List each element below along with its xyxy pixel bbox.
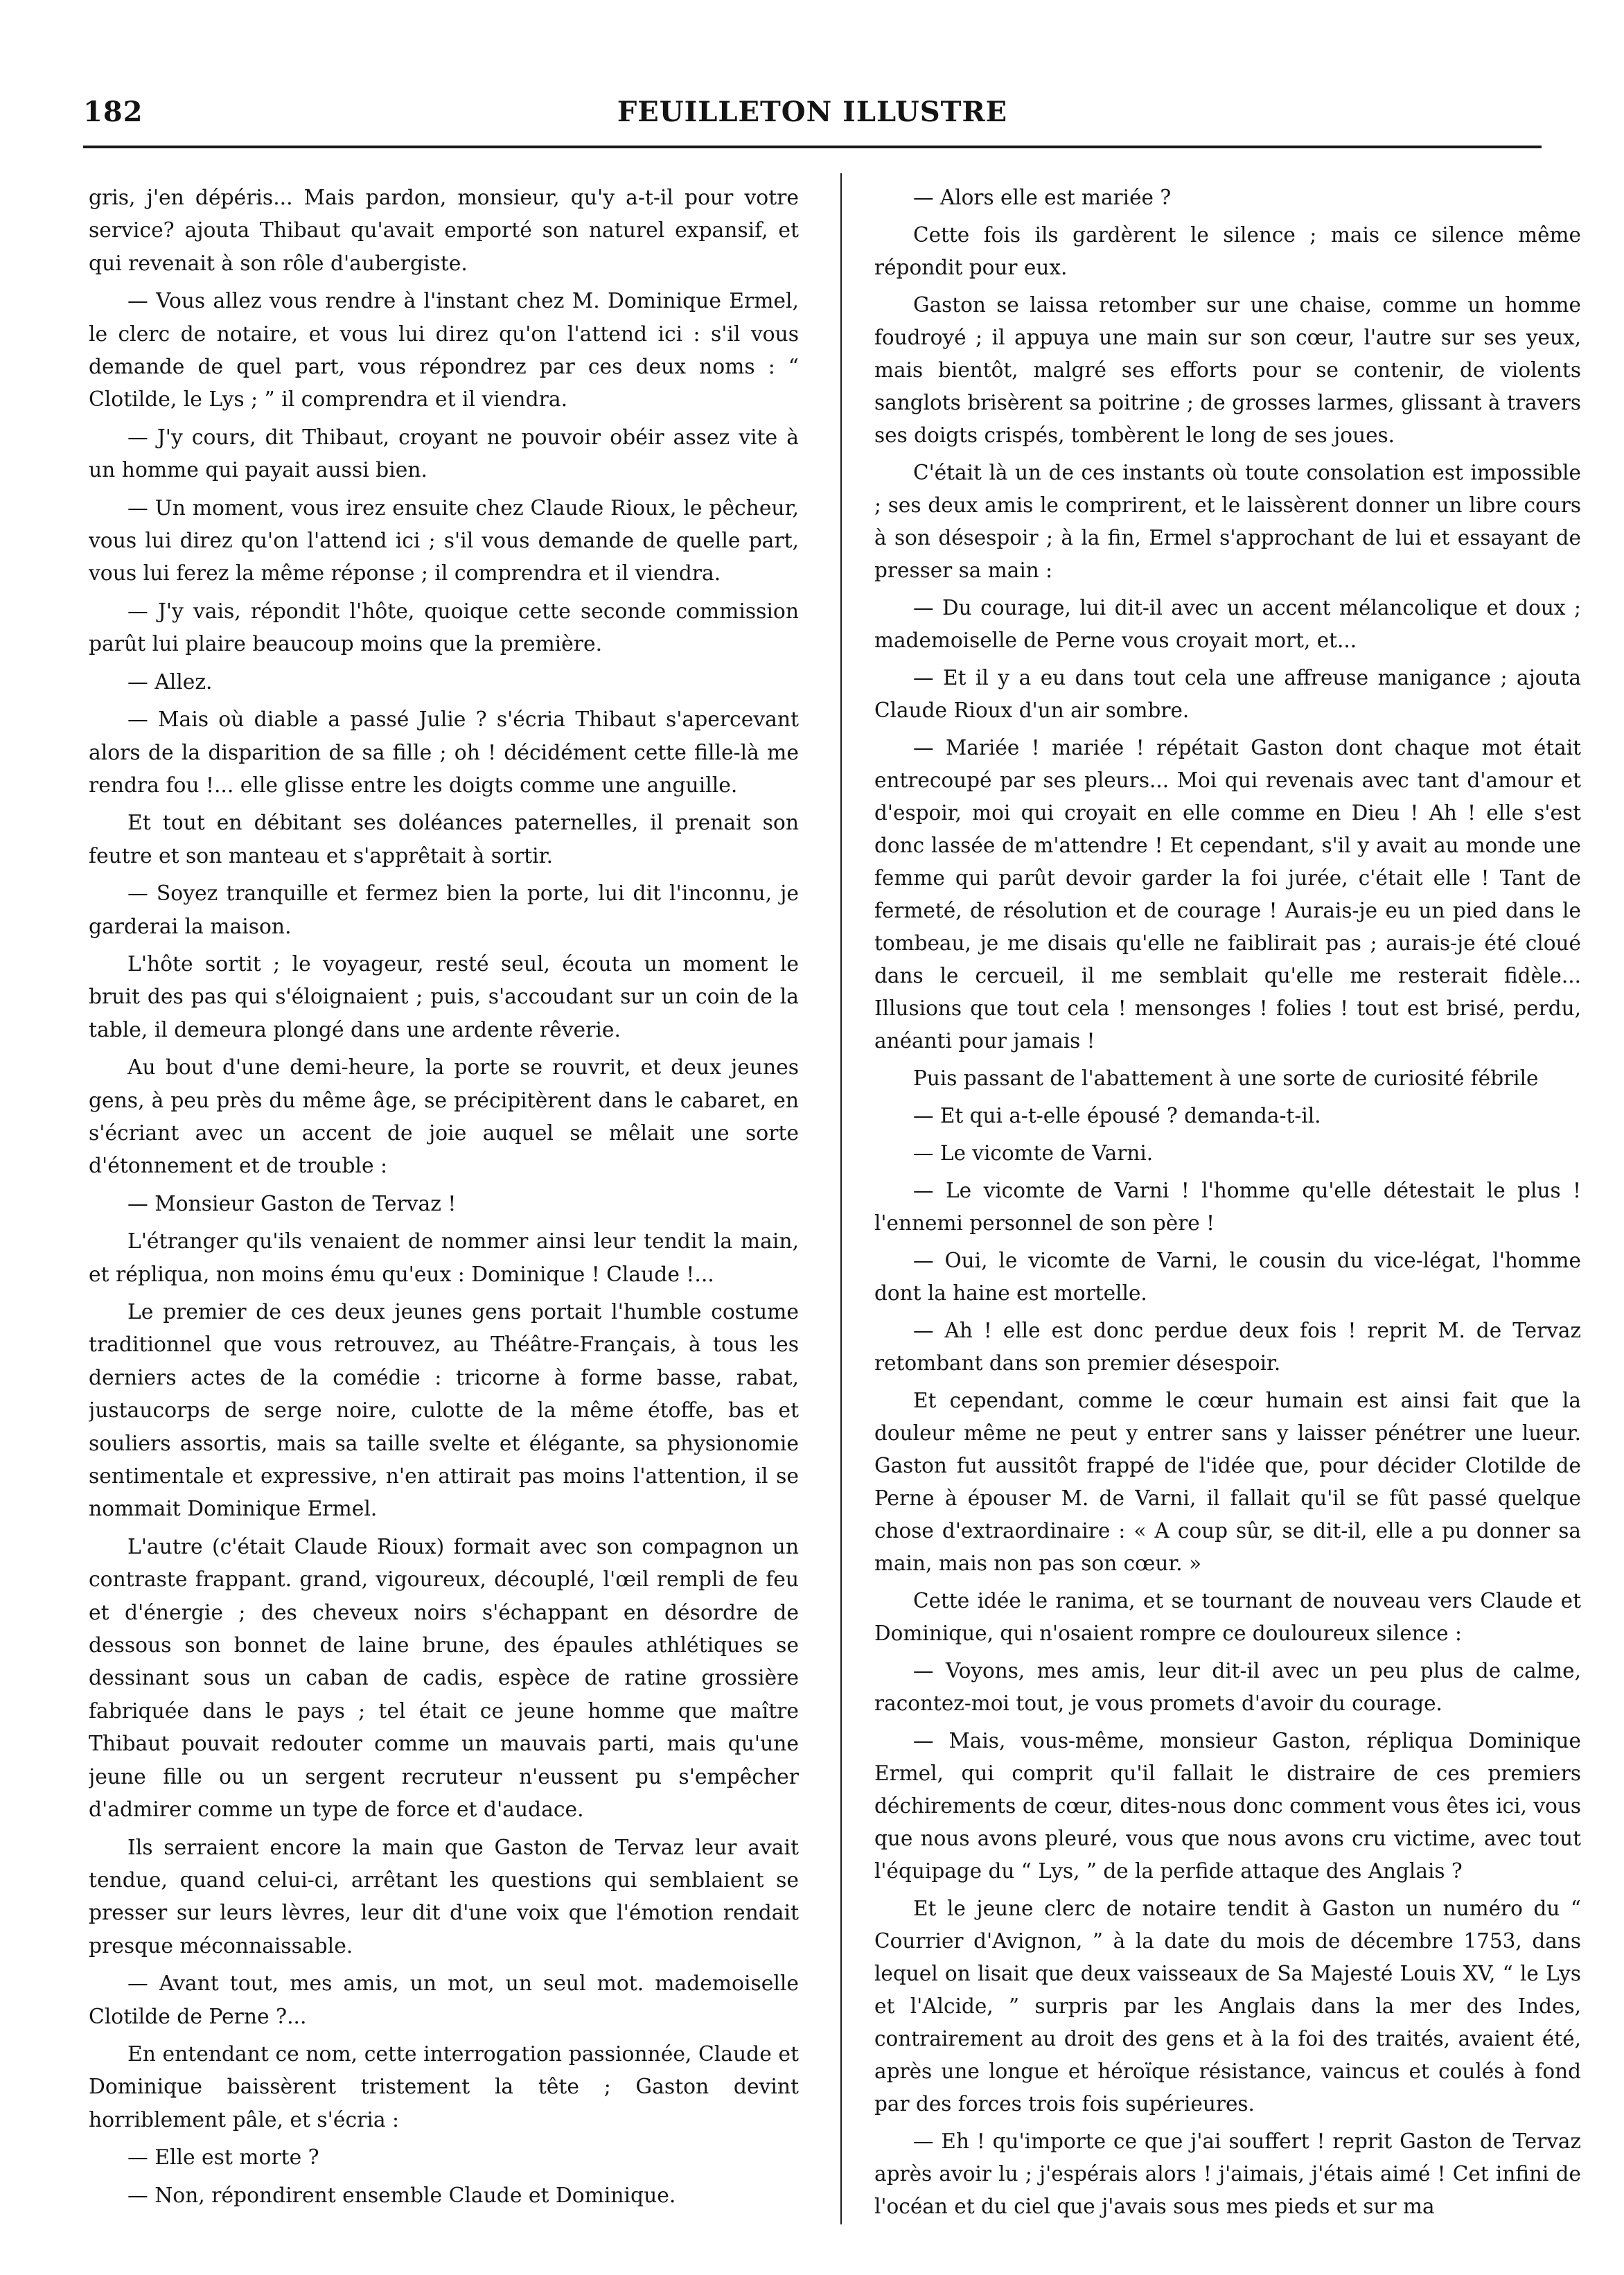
page-header xyxy=(83,96,1542,137)
paragraph: — Mariée ! mariée ! répétait Gaston dont chaque mot était entrecoupé par ses pleurs... Moi qui revenais avec tant d'amour et d'espoir, moi qui croyait en elle comme en Dieu ! Ah ! elle s'est donc lassée de m'attendre ! Et cependant, s'il y avait au monde une femme qui parût devoir garder la foi jurée, c'était elle ! Tant de fermeté, de résolution et de courage ! Aurais-je eu un pied dans le tombeau, je me disais qu'elle ne faiblirait pas ; aurais-je été cloué dans le cercueil, il me semblait qu'elle me resterait fidèle... Illusions que tout cela ! mensonges ! folies ! tout est brisé, perdu, anéanti pour jamais ! xyxy=(874,736,1581,1053)
running-title: FEUILLETON ILLUSTRE xyxy=(617,96,1008,128)
paragraph: Gaston se laissa retomber sur une chaise, comme un homme foudroyé ; il appuya une main sur son cœur, l'autre sur ses yeux, mais bientôt, malgré ses efforts pour se contenir, de violents sanglots brisèrent sa poitrine ; de grosses larmes, glissant à travers ses doigts crispés, tombèrent le long de ses joues. xyxy=(874,293,1581,447)
paragraph: — Oui, le vicomte de Varni, le cousin du vice-légat, l'homme dont la haine est mortelle. xyxy=(874,1249,1581,1305)
paragraph: Au bout d'une demi-heure, la porte se rouvrit, et deux jeunes gens, à peu près du même âge, se précipitèrent dans le cabaret, en s'écriant avec un accent de joie auquel se mêlait une sorte d'étonnement et de trouble : xyxy=(89,1055,799,1179)
paragraph: — Et il y a eu dans tout cela une affreuse manigance ; ajouta Claude Rioux d'un air sombre. xyxy=(874,666,1581,722)
paragraph: — Mais, vous-même, monsieur Gaston, répliqua Dominique Ermel, qui comprit qu'il fallait le distraire de ces premiers déchirements de cœur, dites-nous donc comment vous êtes ici, vous que nous avons pleuré, vous que nous avons cru victime, avec tout l'équipage du “ Lys, ” de la perfide attaque des Anglais ? xyxy=(874,1729,1581,1883)
page-number: 182 xyxy=(83,96,143,128)
paragraph: — Monsieur Gaston de Tervaz ! xyxy=(127,1191,457,1216)
header-rule xyxy=(83,146,1542,148)
paragraph: — J'y vais, répondit l'hôte, quoique cette seconde commission parût lui plaire beaucoup moins que la première. xyxy=(89,599,799,657)
paragraph: gris, j'en dépéris... Mais pardon, monsieur, qu'y a-t-il pour votre service? ajouta Thibaut qu'avait emporté son naturel expansif, et qui revenait à son rôle d'aubergiste. xyxy=(89,186,799,276)
paragraph: — Soyez tranquille et fermez bien la porte, lui dit l'inconnu, je garderai la maison. xyxy=(89,881,799,939)
paragraph: Cette fois ils gardèrent le silence ; mais ce silence même répondit pour eux. xyxy=(874,223,1581,279)
paragraph: — Vous allez vous rendre à l'instant chez M. Dominique Ermel, le clerc de notaire, et vous lui direz qu'on l'attend ici : s'il vous demande de quel part, vous répondrez par ces deux noms : “ Clotilde, le Lys ; ” il comprendra et il viendra. xyxy=(89,289,799,412)
paragraph: — Avant tout, mes amis, un mot, un seul mot. mademoiselle Clotilde de Perne ?... xyxy=(89,1971,799,2029)
paragraph: — Le vicomte de Varni ! l'homme qu'elle détestait le plus ! l'ennemi personnel de son père ! xyxy=(874,1179,1581,1235)
paragraph: Puis passant de l'abattement à une sorte de curiosité fébrile xyxy=(913,1066,1539,1090)
paragraph: L'autre (c'était Claude Rioux) formait avec son compagnon un contraste frappant. grand, vigoureux, découplé, l'œil rempli de feu et d'énergie ; des cheveux noirs s'échappant en désordre de dessous son bonnet de laine brune, des épaules athlétiques se dessinant sous un caban de cadis, espèce de ratine grossière fabriquée dans le pays ; tel était ce jeune homme que maître Thibaut pouvait redouter comme un mauvais parti, mais qu'une jeune fille ou un sergent recruteur n'eussent pu s'empêcher d'admirer comme un type de force et d'audace. xyxy=(89,1534,799,1822)
paragraph: L'hôte sortit ; le voyageur, resté seul, écouta un moment le bruit des pas qui s'éloignaient ; puis, s'accoudant sur un coin de la table, il demeura plongé dans une ardente rêverie. xyxy=(89,951,799,1042)
paragraph: — Ah ! elle est donc perdue deux fois ! reprit M. de Tervaz retombant dans son premier désespoir. xyxy=(874,1319,1581,1375)
paragraph: Cette idée le ranima, et se tournant de nouveau vers Claude et Dominique, qui n'osaient rompre ce douloureux silence : xyxy=(874,1589,1581,1645)
paragraph: — Elle est morte ? xyxy=(127,2145,319,2170)
paragraph: En entendant ce nom, cette interrogation passionnée, Claude et Dominique baissèrent tristement la tête ; Gaston devint horriblement pâle, et s'écria : xyxy=(89,2041,799,2132)
paragraph: Le premier de ces deux jeunes gens portait l'humble costume traditionnel que vous retrouvez, au Théâtre-Français, à tous les derniers actes de la comédie : tricorne à forme basse, rabat, justaucorps de serge noire, culotte de la même étoffe, bas et souliers assortis, mais sa taille svelte et élégante, sa physionomie sentimentale et expressive, n'en attirait pas moins l'attention, il se nommait Dominique Ermel. xyxy=(89,1300,799,1522)
paragraph: — Et qui a-t-elle épousé ? demanda-t-il. xyxy=(913,1104,1321,1127)
paragraph: Et tout en débitant ses doléances paternelles, il prenait son feutre et son manteau et s'apprêtait à sortir. xyxy=(89,811,799,868)
column-rule xyxy=(840,173,842,2224)
paragraph: — Alors elle est mariée ? xyxy=(913,186,1172,209)
paragraph: — Non, répondirent ensemble Claude et Dominique. xyxy=(127,2183,676,2208)
paragraph: — Eh ! qu'importe ce que j'ai souffert ! reprit Gaston de Tervaz après avoir lu ; j'espérais alors ! j'aimais, j'étais aimé ! Cet infini de l'océan et du ciel que j'avais sous mes pieds et sur ma xyxy=(874,2129,1581,2218)
paragraph: — Le vicomte de Varni. xyxy=(913,1141,1154,1165)
paragraph: — Allez. xyxy=(127,669,213,694)
paragraph: Et cependant, comme le cœur humain est ainsi fait que la douleur même ne peut y entrer sans y laisser pénétrer une lueur. Gaston fut aussitôt frappé de l'idée que, pour décider Clotilde de Perne à épouser M. de Varni, il fallait qu'il se fût passé quelque chose d'extraordinaire : « A coup sûr, se dit-il, elle a pu donner sa main, mais non pas son cœur. » xyxy=(874,1389,1581,1575)
paragraph: — J'y cours, dit Thibaut, croyant ne pouvoir obéir assez vite à un homme qui payait aussi bien. xyxy=(89,425,799,483)
paragraph: — Un moment, vous irez ensuite chez Claude Rioux, le pêcheur, vous lui direz qu'on l'attend ici ; s'il vous demande de quelle part, vous lui ferez la même réponse ; il comprendra et il viendra. xyxy=(89,495,799,586)
paragraph: — Voyons, mes amis, leur dit-il avec un peu plus de calme, racontez-moi tout, je vous promets d'avoir du courage. xyxy=(874,1659,1581,1715)
paragraph: C'était là un de ces instants où toute consolation est impossible ; ses deux amis le comprirent, et le laissèrent donner un libre cours à son désespoir ; à la fin, Ermel s'approchant de lui et essayant de presser sa main : xyxy=(874,461,1581,582)
paragraph: Et le jeune clerc de notaire tendit à Gaston un numéro du “ Courrier d'Avignon, ” à la date du mois de décembre 1753, dans lequel on lisait que deux vaisseaux de Sa Majesté Louis XV, “ le Lys et l'Alcide, ” surpris par les Anglais dans la mer des Indes, contrairement au droit des gens et à la foi des traités, avaient été, après une longue et héroïque résistance, vaincus et coulés à fond par des forces trois fois supérieures. xyxy=(874,1897,1581,2116)
paragraph: Ils serraient encore la main que Gaston de Tervaz leur avait tendue, quand celui-ci, arrêtant les questions qui semblaient se presser sur leurs lèvres, leur dit d'une voix que l'émotion rendait presque méconnaissable. xyxy=(89,1835,799,1958)
paragraph: — Du courage, lui dit-il avec un accent mélancolique et doux ; mademoiselle de Perne vous croyait mort, et... xyxy=(874,596,1581,652)
paragraph: — Mais où diable a passé Julie ? s'écria Thibaut s'apercevant alors de la disparition de sa fille ; oh ! décidément cette fille-là me rendra fou !... elle glisse entre les doigts comme une anguille. xyxy=(89,708,799,798)
left-column xyxy=(89,182,799,2233)
paragraph: L'étranger qu'ils venaient de nommer ainsi leur tendit la main, et répliqua, non moins ému qu'eux : Dominique ! Claude !... xyxy=(89,1229,799,1287)
right-column xyxy=(874,182,1581,2233)
